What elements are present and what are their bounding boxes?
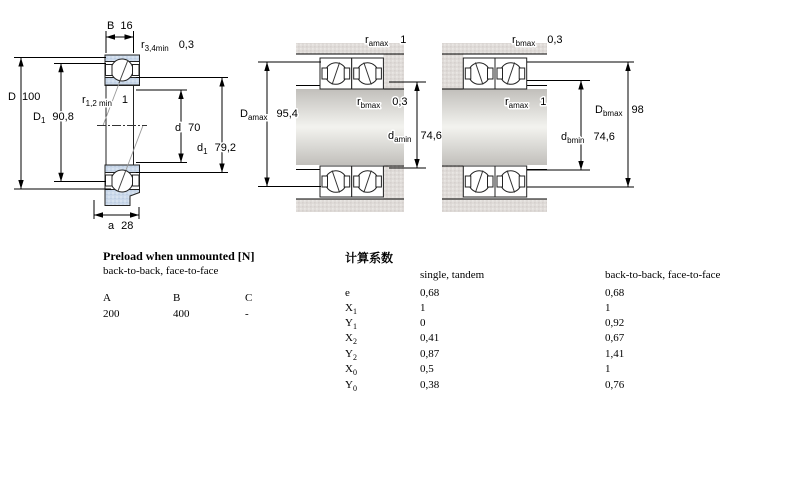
dim-r12-label: $r_{1,2 min}$ 1 [82, 94, 129, 108]
housing-band-bottom [442, 199, 547, 212]
face-to-face-drawing [442, 34, 644, 212]
dim-r34-label: $r_{3,4min}$ 0,3 [141, 39, 194, 53]
factors-title: 计算系数 [345, 251, 394, 265]
factor-row-single: 0 [420, 317, 426, 329]
dim-d-bore [136, 90, 200, 163]
preload-title: Preload when unmounted [N] [103, 249, 255, 263]
shaft-block [296, 89, 404, 165]
factor-row-btb: 1,41 [605, 348, 625, 360]
factor-row-label: $X_0$ [345, 363, 357, 378]
svg-text:damin74,6: $d_{amin}$ 74,6 [388, 130, 442, 144]
factor-row-single: 0,68 [420, 287, 440, 299]
factor-row-single: 1 [420, 302, 426, 314]
factor-row-label: $Y_2$ [345, 348, 357, 363]
preload-col-c: C [245, 292, 253, 304]
dim-d1-shoulder [33, 63, 106, 181]
factor-row-single: 0,87 [420, 348, 440, 360]
factor-row-label: $Y_0$ [345, 379, 357, 394]
factor-row-btb: 0,67 [605, 332, 625, 344]
label-ramax-top: $r_{amax}$ 1 [365, 34, 407, 48]
housing-band-bottom [296, 199, 404, 212]
dim-d-outer [8, 58, 111, 189]
preload-col-a: A [103, 292, 111, 304]
ball-top [111, 59, 133, 81]
preload-col-b: B [173, 292, 181, 304]
svg-text:Damax95,4: $D_{amax}$ 95,4 [240, 108, 298, 122]
shaft-block [442, 89, 547, 165]
svg-text:d179,2: $d_1$ 79,2 [197, 142, 236, 156]
factor-row-label: $Y_1$ [345, 317, 357, 332]
svg-text:Dbmax98: $D_{bmax}$ 98 [595, 104, 644, 118]
factors-col-single: single, tandem [420, 269, 485, 281]
factor-row-btb: 0,92 [605, 317, 625, 329]
back-to-back-drawing [240, 34, 442, 212]
factors-col-btb: back-to-back, face-to-face [605, 269, 721, 281]
dim-b-value: 16 [120, 20, 133, 32]
svg-text:B16 [107, 20, 133, 32]
label-ramax-inner: $r_{amax}$ 1 [505, 96, 547, 110]
svg-text:dbmin74,6: $d_{bmin}$ 74,6 [561, 131, 615, 145]
technical-drawings [0, 0, 800, 245]
svg-text:a28: a 28 [108, 220, 134, 232]
label-rbmax-top: $r_{bmax}$ 0,3 [512, 34, 563, 48]
factor-row-label: e [345, 287, 350, 299]
factor-row-label: $X_1$ [345, 302, 357, 317]
svg-text:d70: d 70 [175, 122, 201, 134]
dim-b-symbol: B [107, 20, 115, 32]
factor-row-btb: 0,68 [605, 287, 625, 299]
factor-row-single: 0,38 [420, 379, 440, 391]
preload-subtitle: back-to-back, face-to-face [103, 265, 219, 277]
dim-b [106, 20, 134, 53]
section-view-drawing [8, 20, 236, 232]
preload-value-c: - [245, 308, 249, 320]
preload-value-b: 400 [173, 308, 190, 320]
factor-row-btb: 0,76 [605, 379, 625, 391]
factor-row-btb: 1 [605, 302, 611, 314]
factor-row-single: 0,5 [420, 363, 434, 375]
preload-value-a: 200 [103, 308, 120, 320]
factor-row-btb: 1 [605, 363, 611, 375]
svg-text:D100: D 100 [8, 91, 41, 103]
label-rbmax-inner: $r_{bmax}$ 0,3 [357, 96, 408, 110]
dim-d1-shoulder-inner [136, 78, 236, 173]
factor-row-single: 0,41 [420, 332, 440, 344]
svg-text:D190,8: $D_1$ 90,8 [33, 111, 74, 125]
factor-row-label: $X_2$ [345, 332, 357, 347]
